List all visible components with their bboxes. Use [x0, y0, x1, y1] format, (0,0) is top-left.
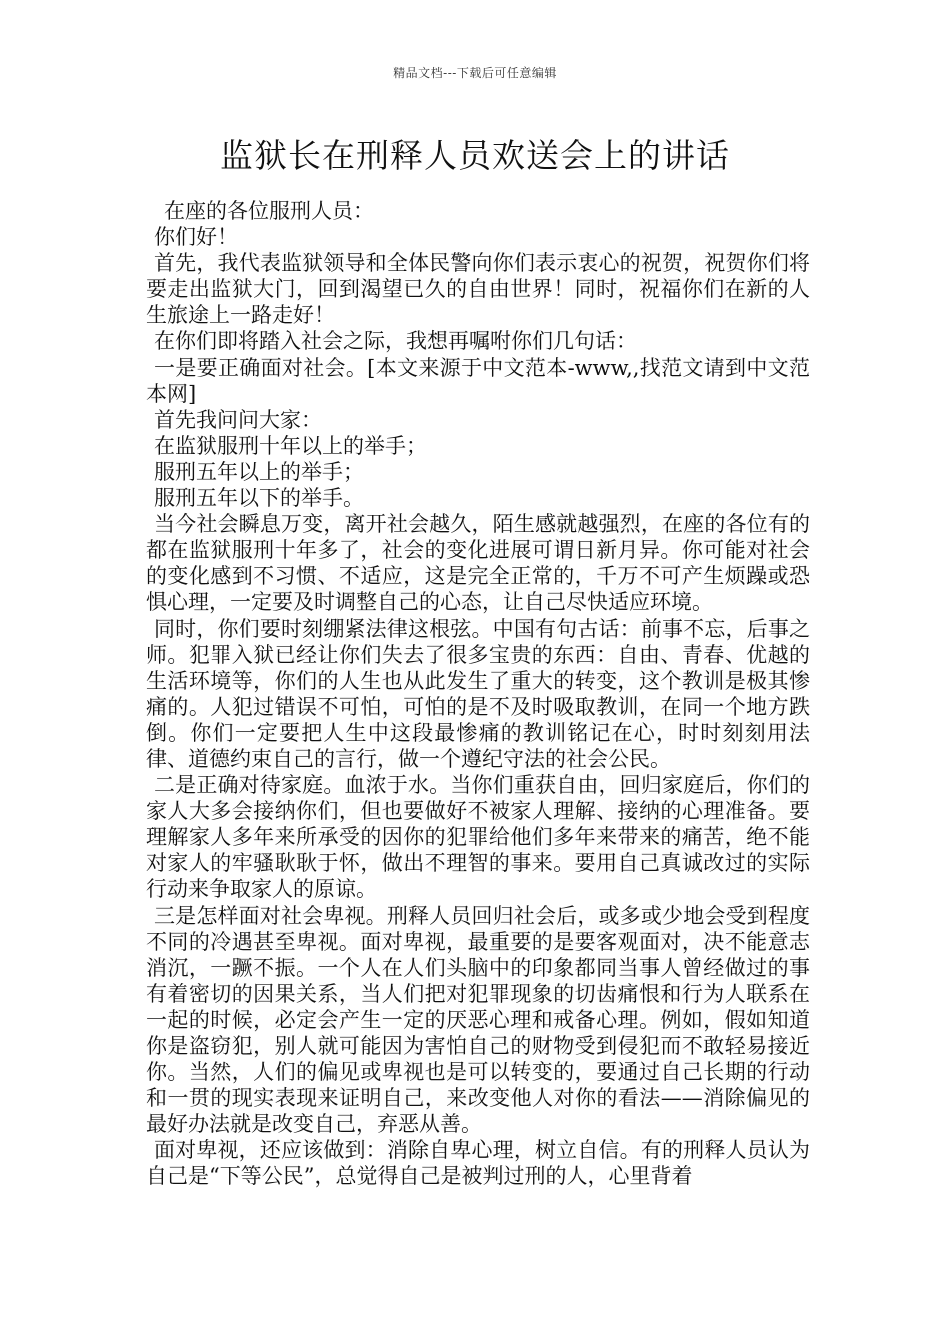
- paragraph-greeting: 你们好！: [154, 225, 238, 250]
- paragraph-point-one: 一是要正确面对社会。[本文来源于中文范本-www,,找范文请到中文范本网]: [146, 355, 810, 406]
- paragraph-under-five: 服刑五年以下的举手。: [154, 486, 364, 511]
- header-note: 精品文档---下载后可任意编辑: [393, 66, 557, 80]
- paragraph-greeting-audience: 在座的各位服刑人员：: [164, 199, 374, 223]
- paragraph-question: 首先我问问大家：: [154, 407, 322, 432]
- document-body: [146, 198, 810, 1190]
- paragraph-five-plus: 服刑五年以上的举手；: [154, 459, 364, 484]
- paragraph-point-two: 二是正确对待家庭。血浓于水。当你们重获自由，回归家庭后，你们的家人大多会接纳你们，但也要做好不被家人理解、接纳的心理准备。要理解家人多年来所承受的因你的犯罪给他们多年来带来的痛苦，绝不能对家人的牢骚耿耿于怀，做出不理智的事来。要用自己真诚改过的实际行动来争取家人的原谅。: [146, 773, 810, 902]
- paragraph-point-three: 三是怎样面对社会卑视。刑释人员回归社会后，或多或少地会受到程度不同的冷遇甚至卑视。面对卑视，最重要的是要客观面对，决不能意志消沉，一蹶不振。一个人在人们头脑中的印象都同当事人曾经做过的事有着密切的因果关系，当人们把对犯罪现象的切齿痛恨和行为人联系在一起的时候，必定会产生一定的厌恶心理和戒备心理。例如，假如知道你是盗窃犯，别人就可能因为害怕自己的财物受到侵犯而不敢轻易接近你。当然，人们的偏见或卑视也是可以转变的，要通过自己长期的行动和一贯的现实表现来证明自己，来改变他人对你的看法——消除偏见的最好办法就是改变自己，弃恶从善。: [146, 903, 810, 1137]
- paragraph-congratulations: 首先，我代表监狱领导和全体民警向你们表示衷心的祝贺，祝贺你们将要走出监狱大门，回到渴望已久的自由世界！同时，祝福你们在新的人生旅途上一路走好！: [146, 251, 810, 328]
- paragraph-society-change: 当今社会瞬息万变，离开社会越久，陌生感就越强烈，在座的各位有的都在监狱服刑十年多了，社会的变化进展可谓日新月异。你可能对社会的变化感到不习惯、不适应，这是完全正常的，千万不可产生烦躁或恐惧心理，一定要及时调整自己的心态，让自己尽快适应环境。: [146, 512, 810, 615]
- paragraph-law: 同时，你们要时刻绷紧法律这根弦。中国有句古话：前事不忘，后事之师。犯罪入狱已经让你们失去了很多宝贵的东西：自由、青春、优越的生活环境等，你们的人生也从此发生了重大的转变，这个教训是极其惨痛的。人犯过错误不可怕，可怕的是不及时吸取教训，在同一个地方跌倒。你们一定要把人生中这段最惨痛的教训铭记在心，时时刻刻用法律、道德约束自己的言行，做一个遵纪守法的社会公民。: [146, 616, 810, 771]
- document-title: 监狱长在刑释人员欢送会上的讲话: [220, 136, 730, 175]
- paragraph-ten-years: 在监狱服刑十年以上的举手；: [154, 433, 427, 458]
- paragraph-advice-intro: 在你们即将踏入社会之际，我想再嘱咐你们几句话：: [154, 329, 637, 354]
- paragraph-self-confidence: 面对卑视，还应该做到：消除自卑心理，树立自信。有的刑释人员认为自己是“下等公民”，总觉得自己是被判过刑的人，心里背着: [146, 1138, 810, 1189]
